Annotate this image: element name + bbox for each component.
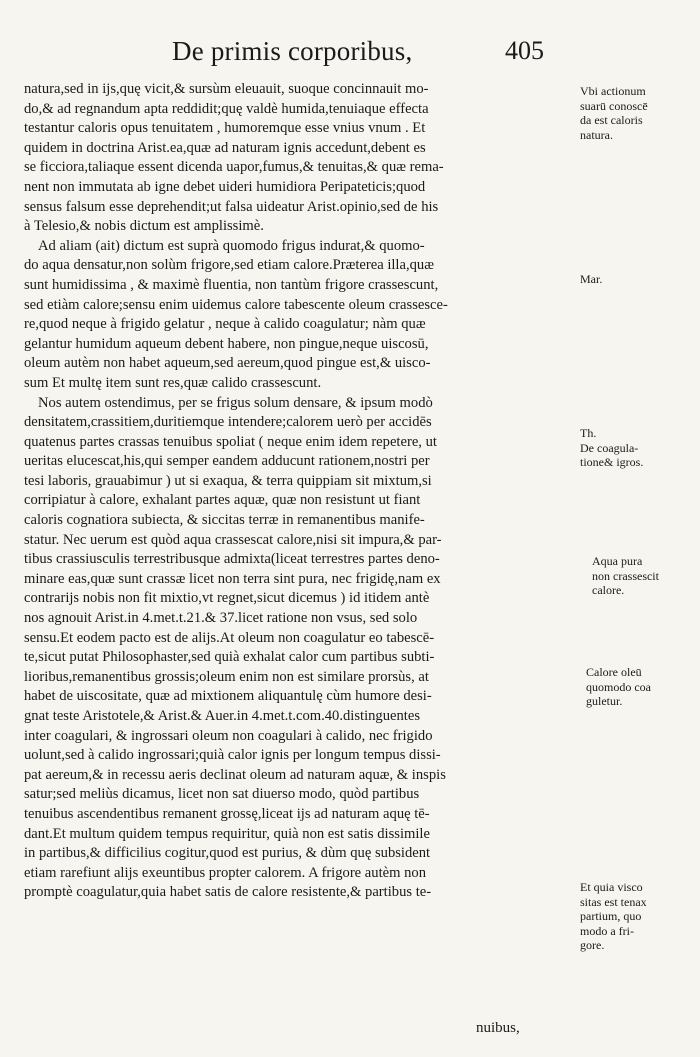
- text-line: quidem in doctrina Arist.ea,quæ ad naturam ignis accedunt,debent es: [24, 139, 426, 156]
- main-text-column: [24, 80, 572, 903]
- text-line: ueritas elucescat,his,qui semper eandem adducunt rationem,nostri per: [24, 453, 430, 470]
- text-line: tesi laboris, grauabimur ) ut si exaqua, & terra quippiam sit mixtum,si: [24, 472, 432, 489]
- margin-note: [580, 880, 698, 953]
- text-line: etiam rarefiunt alijs exeuntibus propter calorem. A frigore autèm non: [24, 864, 427, 881]
- margin-note-line: quomodo coa: [586, 679, 651, 694]
- margin-note: [592, 554, 700, 598]
- text-line: sensu.Et eodem pacto est de alijs.At oleum non coagulatur eo tabescē-: [24, 629, 435, 646]
- text-line: sunt humidissima , & maximè fluentia, non tantùm frigore crassescunt,: [24, 276, 439, 293]
- margin-note-line: partium, quo: [580, 909, 642, 923]
- margin-note-line: Vbi actionum: [580, 84, 646, 98]
- text-line: do,& ad regnandum apta reddidit;quę valdè humida,tenuiaque effecta: [24, 100, 429, 117]
- margin-note-line: non crassescit: [592, 568, 659, 583]
- text-line: sensus falsum esse deprehendit;ut falsa uideatur Arist.opinio,sed de his: [24, 198, 439, 215]
- text-line: satur;sed meliùs dicamus, licet non sat diuerso modo, quòd partibus: [24, 786, 420, 803]
- catchword: nuibus,: [476, 1020, 520, 1036]
- text-line: promptè coagulatur,quia habet satis de calore resistente,& partibus te-: [24, 884, 432, 901]
- text-line: pat aereum,& in recessu aeris declinat oleum ad naturam aquæ, & inspis: [24, 766, 446, 783]
- page-number: 405: [505, 36, 544, 65]
- margin-note-line: Th.: [580, 426, 597, 440]
- margin-note-line: Calore oleū: [586, 665, 642, 679]
- text-line: inter coagulari, & ingrossari oleum non coagulari à calido, nec frigido: [24, 727, 433, 744]
- text-line: te,sicut putat Philosophaster,sed quià exhalat calor cum partibus subti-: [24, 649, 435, 666]
- text-line: natura,sed in ijs,quę vicit,& sursùm eleuauit, suoque concinnauit mo-: [24, 81, 429, 97]
- text-line: caloris cognatiora subiecta, & siccitas terræ in remanentibus manife-: [24, 512, 425, 529]
- text-line: à Telesio,& nobis dictum est amplissimè.: [24, 218, 264, 235]
- text-line: minare eas,quæ sunt crassæ licet non terra sint pura, nec frigidę,nam ex: [24, 570, 441, 587]
- text-line: corripiatur à calore, exhalant partes aquæ, quæ non resistunt ut fiant: [24, 492, 421, 509]
- margin-note-line: tione& igros.: [580, 455, 644, 469]
- margin-note-line: sitas est tenax: [580, 894, 647, 909]
- text-line: se ficciora,taliaque essent dicenda uapor,fumus,& tenuitas,& quæ rema-: [24, 159, 444, 176]
- text-line: oleum autèm non habet aqueum,sed aereum,quod pingue est,& uisco-: [24, 355, 431, 372]
- text-line: Nos autem ostendimus, per se frigus solum densare, & ipsum modò: [38, 394, 433, 411]
- text-line: dant.Et multum quidem tempus requiritur, quià non est satis dissimile: [24, 825, 430, 842]
- running-title: De primis corporibus,: [172, 36, 413, 66]
- text-line: re,quod neque à frigido gelatur , neque à calido coagulatur; nàm quæ: [24, 316, 426, 333]
- text-line: uolunt,sed à calido ingrossari;quià calor ignis per longum tempus dissi-: [24, 747, 441, 764]
- margin-note-line: natura.: [580, 127, 613, 142]
- text-line: testantur caloris opus tenuitatem , humoremque esse vnius vnum . Et: [24, 120, 426, 137]
- margin-note-line: calore.: [592, 583, 625, 597]
- text-line: nent non immutata ab igne debet uideri humidiora Peripateticis;quod: [24, 178, 426, 195]
- text-line: gelantur humidum aqueum debent habere, non pingue,neque uiscosū,: [24, 335, 429, 352]
- margin-note-line: da est caloris: [580, 113, 643, 127]
- text-line: tibus crassiusculis terrestribusque admixta(liceat terrestres partes deno-: [24, 551, 440, 568]
- margin-note-line: De coagula-: [580, 440, 639, 455]
- text-line: sed etiàm calore;sensu enim uidemus calore tabescente oleum crassesce-: [24, 296, 448, 313]
- margin-note-line: modo a fri-: [580, 923, 634, 938]
- text-line: densitatem,crassitiem,duritiemque intendere;calorem uerò per accidēs: [24, 414, 432, 431]
- text-line: do aqua densatur,non solùm frigore,sed etiam calore.Præterea illa,quæ: [24, 257, 434, 274]
- margin-note: [586, 665, 700, 709]
- text-line: sum Et multę item sunt res,quæ calido crassescunt.: [24, 374, 322, 391]
- text-line: Ad aliam (ait) dictum est suprà quomodo frigus indurat,& quomo-: [38, 237, 425, 254]
- margin-note: [580, 426, 698, 470]
- text-line: nos agnouit Arist.in 4.met.t.21.& 37.licet ratione non vsus, sed solo: [24, 610, 418, 627]
- margin-note-line: gore.: [580, 938, 605, 952]
- text-line: statur. Nec uerum est quòd aqua crassescat calore,nisi sit impura,& par-: [24, 531, 442, 548]
- text-line: contrarijs nobis non fit mixtio,vt regnet,sicut dicemus ) id itidem antè: [24, 590, 430, 607]
- text-line: habet de uiscositate, quæ ad mixtionem aliquantulę cùm humore desi-: [24, 688, 432, 705]
- margin-note: [580, 84, 698, 142]
- margin-note-line: guletur.: [586, 694, 623, 708]
- text-line: lioribus,remanentibus grossis;oleum enim non est similare prorsùs, at: [24, 668, 429, 685]
- text-line: in partibus,& difficilius cogitur,quod est purius, & dùm quę subsident: [24, 845, 431, 862]
- margin-note: [580, 272, 698, 287]
- text-line: gnat teste Aristotele,& Arist.& Auer.in 4.met.t.com.40.distinguentes: [24, 708, 421, 724]
- margin-note-line: suarū conoscē: [580, 98, 648, 113]
- margin-note-line: Mar.: [580, 272, 603, 286]
- margin-note-line: Aqua pura: [592, 554, 643, 568]
- text-line: tenuibus ascendentibus remanent grossę,liceat ijs ad naturam aquę tē-: [24, 805, 430, 822]
- text-line: quatenus partes crassas tenuibus spoliat ( neque enim idem repetere, ut: [24, 433, 437, 450]
- margin-note-line: Et quia visco: [580, 880, 643, 894]
